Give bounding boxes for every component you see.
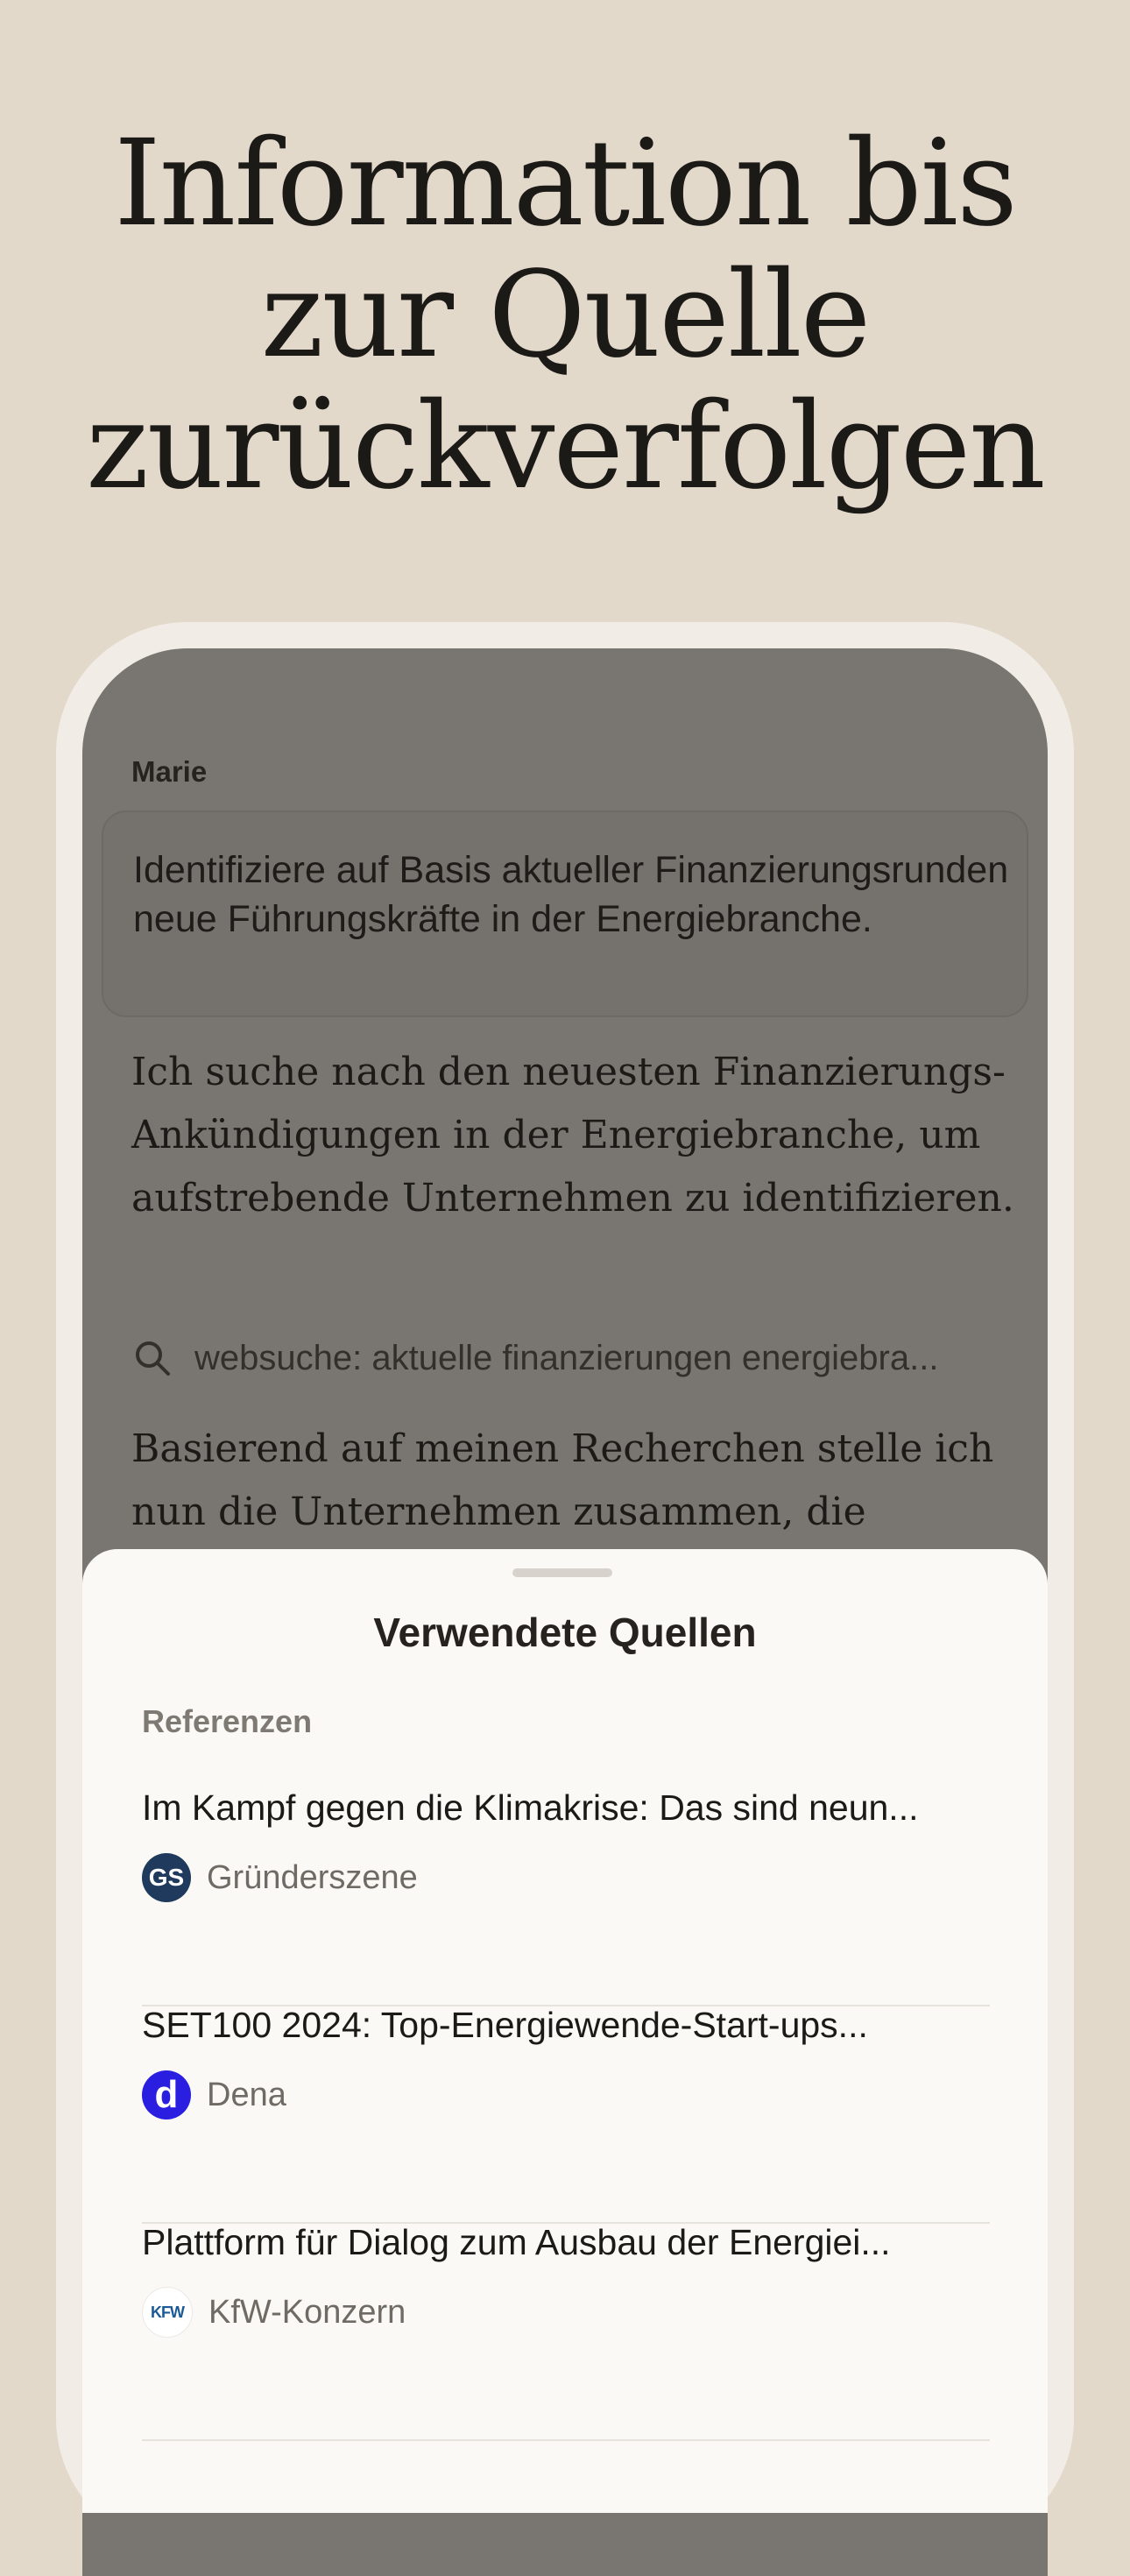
headline-line-3: zurückverfolgen bbox=[86, 378, 1044, 516]
reference-source-name: KfW-Konzern bbox=[208, 2293, 406, 2331]
assistant-message-text: Ich suche nach den neuesten Finanzierungs-Ankündigungen in der Energiebranche, um aufstrebende Unternehmen zu identifizieren. bbox=[131, 1050, 1014, 1221]
reference-item[interactable] bbox=[142, 2222, 990, 2441]
dena-logo-icon: d bbox=[142, 2070, 191, 2120]
kfw-logo-icon: KFW bbox=[142, 2287, 193, 2338]
user-message-text: Identifiziere auf Basis aktueller Finanzierungsrunden neue Führungskräfte in der Energiebranche. bbox=[133, 849, 1009, 940]
web-search-step[interactable] bbox=[131, 1334, 1016, 1383]
reference-source bbox=[142, 1852, 418, 1903]
reference-title: Plattform für Dialog zum Ausbau der Energiei... bbox=[142, 2222, 891, 2262]
headline-line-1: Information bis bbox=[114, 115, 1016, 253]
user-message-bubble bbox=[102, 810, 1028, 1017]
headline bbox=[0, 115, 1130, 516]
search-icon bbox=[131, 1337, 173, 1379]
reference-source bbox=[142, 2070, 286, 2120]
section-label-referenzen: Referenzen bbox=[142, 1703, 313, 1739]
reference-source-name: Dena bbox=[207, 2076, 286, 2113]
gruenderszene-logo-icon: GS bbox=[142, 1853, 191, 1902]
headline-line-2: zur Quelle bbox=[260, 246, 870, 385]
assistant-message-text-continued: Basierend auf meinen Recherchen stelle ich nun die Unternehmen zusammen, die bbox=[131, 1426, 994, 1534]
reference-source bbox=[142, 2287, 406, 2338]
reference-source-name: Gründerszene bbox=[207, 1858, 418, 1896]
sender-name: Marie bbox=[131, 755, 208, 788]
reference-item[interactable] bbox=[142, 2005, 990, 2224]
sheet-grabber-handle[interactable] bbox=[512, 1568, 612, 1577]
reference-title: SET100 2024: Top-Energiewende-Start-ups... bbox=[142, 2005, 868, 2045]
reference-title: Im Kampf gegen die Klimakrise: Das sind neun... bbox=[142, 1787, 919, 1828]
reference-item[interactable] bbox=[142, 1787, 990, 2006]
sheet-title: Verwendete Quellen bbox=[373, 1610, 757, 1655]
search-query-text: websuche: aktuelle finanzierungen energiebra... bbox=[194, 1338, 939, 1377]
sources-bottom-sheet bbox=[82, 1549, 1048, 2513]
